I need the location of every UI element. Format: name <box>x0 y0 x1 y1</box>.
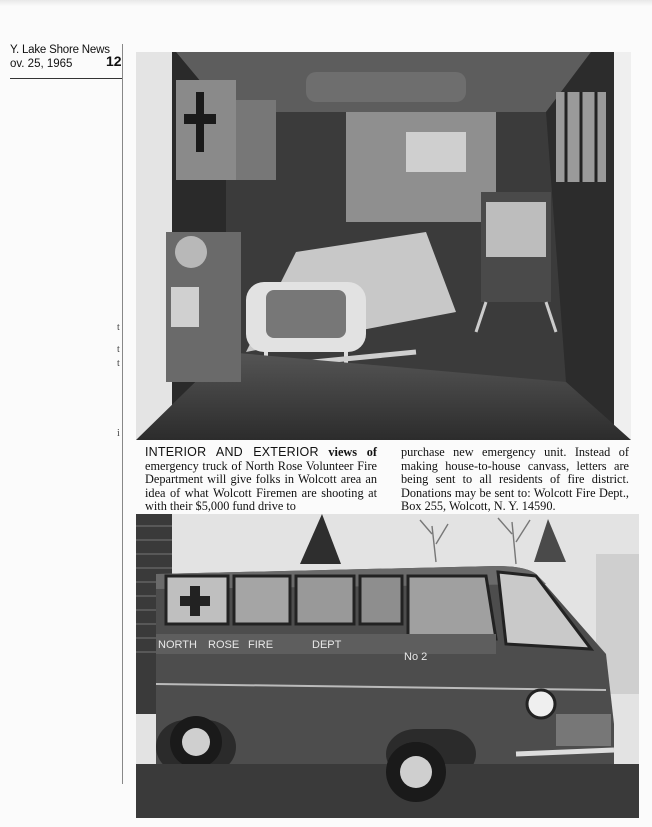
header-rule <box>10 78 122 79</box>
van-lettering: ROSE <box>208 639 240 651</box>
column-rule <box>122 44 123 784</box>
scan-edge <box>0 0 652 6</box>
caption-headline: INTERIOR AND EXTERIOR <box>145 445 319 459</box>
margin-mark: i <box>117 428 120 439</box>
margin-mark: t <box>117 344 120 355</box>
margin-mark: t <box>117 358 120 369</box>
caption-right-column: purchase new emergency unit. Instead of making house-to-house canvass, letters are being sent to all residents of fire district. Donations may be sent to: Wolcott Fire Dept., Box 255, Wolcott, N. Y. 14590. <box>401 445 629 514</box>
page-header <box>10 44 122 70</box>
issue-date: ov. 25, 1965 <box>10 58 73 70</box>
van-lettering: DEPT <box>312 639 342 651</box>
exterior-photo <box>136 514 639 818</box>
van-lettering: No 2 <box>404 651 428 663</box>
caption-left-column <box>145 446 377 514</box>
van-lettering: NORTH <box>158 639 197 651</box>
publication-name: Y. Lake Shore News <box>10 44 110 56</box>
van-lettering: FIRE <box>248 639 274 651</box>
interior-photo <box>136 52 631 440</box>
caption-headline-tail: views of <box>328 445 377 459</box>
margin-mark: t <box>117 322 120 333</box>
caption-left-body: emergency truck of North Rose Volunteer Fire Department will give folks in Wolcott area an idea of what Wolcott Firemen are shooting at with their $5,000 fund drive to <box>145 458 377 514</box>
page-number: 12 <box>106 53 122 69</box>
